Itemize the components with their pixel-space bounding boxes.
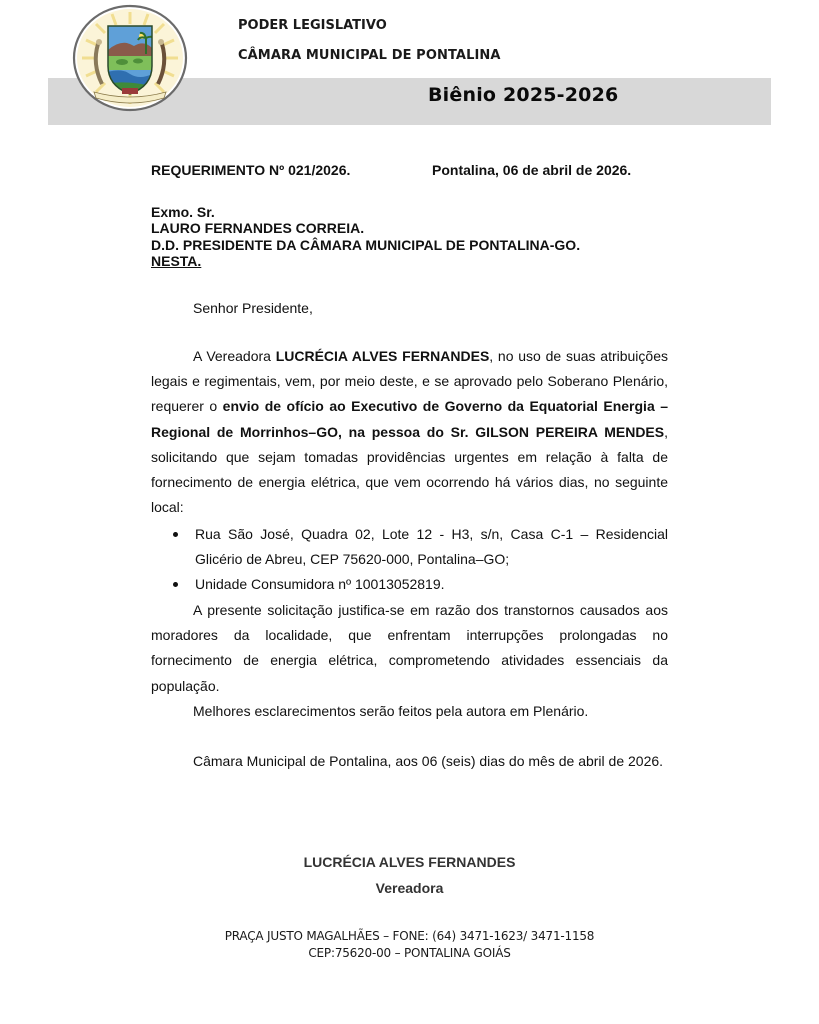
location-list bbox=[170, 522, 668, 598]
addressee-block bbox=[151, 204, 580, 269]
paragraph-clarification: Melhores esclarecimentos serão feitos pela autora em Plenário. bbox=[193, 703, 589, 719]
bullet-icon bbox=[173, 582, 178, 587]
p1-text-1: A Vereadora bbox=[193, 348, 276, 364]
paragraph-request bbox=[151, 344, 668, 520]
footer-cep-city: CEP:75620-00 – PONTALINA GOIÁS bbox=[308, 946, 511, 960]
list-item bbox=[170, 522, 668, 572]
signature-name: LUCRÉCIA ALVES FERNANDES bbox=[303, 854, 516, 870]
addressee-name: LAURO FERNANDES CORREIA. bbox=[151, 220, 365, 237]
document-number: REQUERIMENTO Nº 021/2026. bbox=[151, 162, 351, 178]
p1-request-object: envio de ofício ao Executivo de Governo da Equatorial Energia – Regional de Morrinhos–GO, na pessoa do Sr. GILSON PEREIRA MENDES bbox=[151, 398, 668, 440]
addressee-salutation: Exmo. Sr. bbox=[151, 204, 215, 220]
bullet-icon bbox=[173, 532, 178, 537]
signature-role: Vereadora bbox=[375, 880, 444, 896]
p1-councilor-name: LUCRÉCIA ALVES FERNANDES bbox=[275, 348, 490, 364]
list-item-text: Rua São José, Quadra 02, Lote 12 - H3, s/n, Casa C-1 – Residencial Glicério de Abreu, CEP 75620-000, Pontalina–GO; bbox=[195, 526, 668, 568]
list-item-text: Unidade Consumidora nº 10013052819. bbox=[195, 576, 445, 593]
list-item bbox=[170, 572, 668, 597]
municipal-seal-logo bbox=[72, 4, 188, 112]
p1-text-2: , no uso de suas atribuições legais e regimentais, vem, por meio deste, e se aprovado pelo Soberano Plenário, requerer o bbox=[151, 348, 668, 415]
header-chamber-name: CÂMARA MUNICIPAL DE PONTALINA bbox=[238, 48, 501, 63]
addressee-title: D.D. PRESIDENTE DA CÂMARA MUNICIPAL DE PONTALINA-GO. bbox=[151, 236, 581, 253]
paragraph-closing: Câmara Municipal de Pontalina, aos 06 (seis) dias do mês de abril de 2026. bbox=[193, 753, 664, 769]
addressee-location: NESTA. bbox=[151, 252, 202, 269]
header-bienio: Biênio 2025-2026 bbox=[428, 84, 619, 106]
greeting: Senhor Presidente, bbox=[193, 300, 313, 316]
header-legislative-power: PODER LEGISLATIVO bbox=[238, 18, 387, 33]
paragraph-justification: A presente solicitação justifica-se em razão dos transtornos causados aos moradores da localidade, que enfrentam interrupções prolongadas no fornecimento de energia elétrica, comprometendo atividades essenciais da população. bbox=[151, 602, 668, 694]
footer-address-phone: PRAÇA JUSTO MAGALHÃES – FONE: (64) 3471-1623/ 3471-1158 bbox=[224, 929, 595, 943]
p1-text-3: , solicitando que sejam tomadas providências urgentes em relação à falta de fornecimento de energia elétrica, que vem ocorrendo há vários dias, no seguinte local: bbox=[151, 423, 668, 516]
document-date: Pontalina, 06 de abril de 2026. bbox=[432, 162, 632, 178]
